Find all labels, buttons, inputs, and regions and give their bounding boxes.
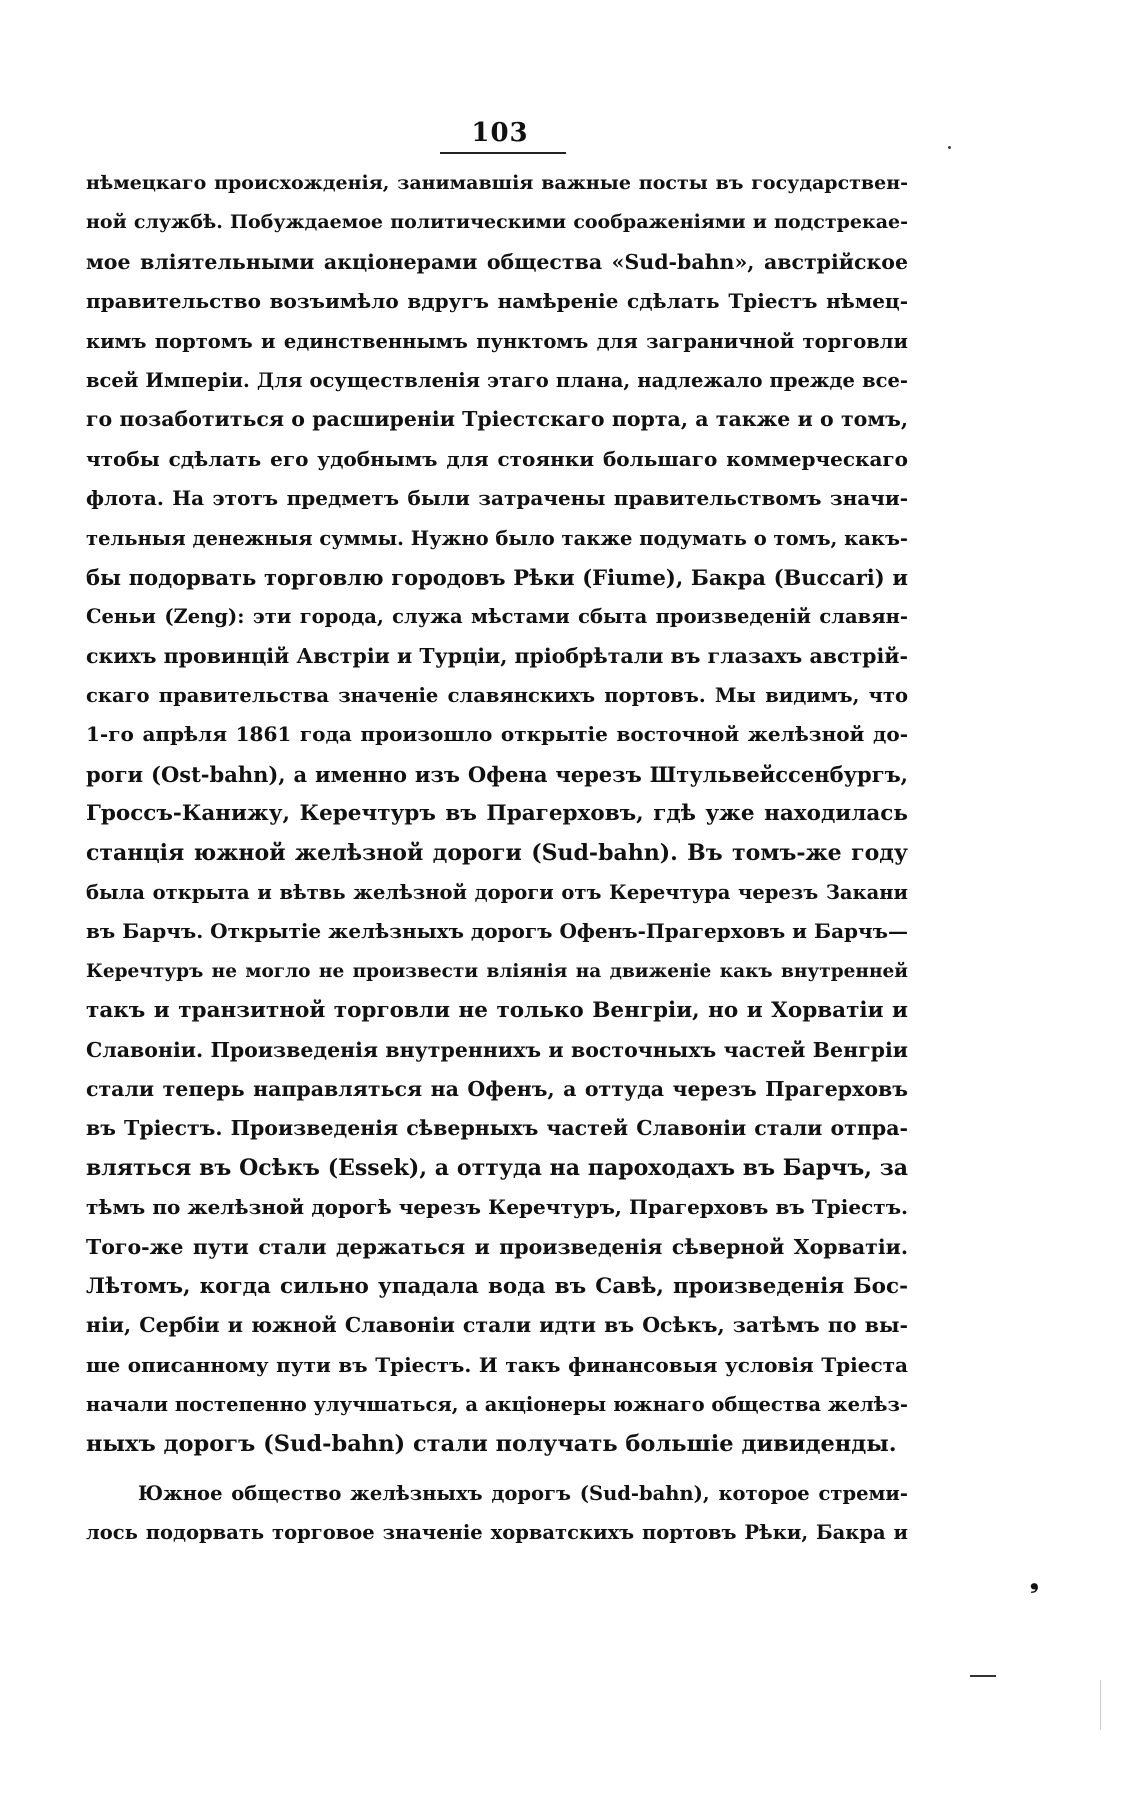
text-line: кимъ портомъ и единственнымъ пунктомъ для заграничной торговли — [86, 329, 908, 353]
text-line: всей Имперіи. Для осуществленія этаго плана, надлежало прежде все- — [86, 368, 908, 392]
text-line: тѣмъ по желѣзной дорогѣ черезъ Керечтуръ, Прагерховъ въ Тріестъ. — [86, 1195, 908, 1220]
text-line: вляться въ Осѣкъ (Essek), а оттуда на пароходахъ въ Барчъ, за — [86, 1154, 908, 1181]
text-line: Гроссъ-Канижу, Керечтуръ въ Прагерховъ, гдѣ уже находилась — [86, 801, 908, 827]
text-line: начали постепенно улучшаться, а акціонеры южнаго общества желѣз- — [86, 1393, 908, 1417]
text-line: нѣмецкаго происхожденія, занимавшія важные посты въ государствен- — [86, 172, 908, 194]
text-line: въ Тріестъ. Произведенія сѣверныхъ частей Славоніи стали отпра- — [86, 1116, 908, 1141]
text-line: 1-го апрѣля 1861 года произошло открытіе восточной желѣзной до- — [86, 722, 908, 747]
text-line: скихъ провинцій Австріи и Турціи, пріобрѣтали въ глазахъ австрій- — [86, 643, 908, 668]
body-text — [86, 164, 908, 1553]
text-line: скаго правительства значеніе славянскихъ портовъ. Мы видимъ, что — [86, 684, 908, 708]
text-line: Сеньи (Zeng): эти города, служа мѣстами сбыта произведеній славян- — [86, 605, 908, 629]
page-edge-line — [1100, 1680, 1101, 1730]
text-line: Славоніи. Произведенія внутреннихъ и восточныхъ частей Венгріи — [86, 1037, 908, 1062]
text-line: правительство возъимѣло вдругъ намѣреніе сдѣлать Тріестъ нѣмец- — [86, 289, 908, 314]
text-line: бы подорвать торговлю городовъ Рѣки (Fiume), Бакра (Buccari) и — [86, 564, 908, 590]
margin-dot — [948, 146, 951, 149]
text-line: Того-же пути стали держаться и произведенія сѣверной Хорватіи. — [86, 1234, 908, 1259]
text-line: мое вліятельными акціонерами общества «Sud-bahn», австрійское — [86, 249, 908, 274]
margin-mark: ❟ — [1030, 1568, 1039, 1594]
text-line: ной службѣ. Побуждаемое политическими соображеніями и подстрекае- — [86, 211, 908, 234]
text-line: флота. На этотъ предметъ были затрачены правительствомъ значи- — [86, 486, 908, 511]
text-line: была открыта и вѣтвь желѣзной дороги отъ Керечтура черезъ Закани — [86, 881, 908, 905]
text-line: лось подорвать торговое значеніе хорватскихъ портовъ Рѣки, Бакра и — [86, 1521, 908, 1545]
text-line: роги (Ost-bahn), а именно изъ Офена черезъ Штульвейссенбургъ, — [86, 761, 908, 787]
text-line: въ Барчъ. Открытіе желѣзныхъ дорогъ Офенъ-Прагерховъ и Барчъ— — [86, 919, 908, 944]
text-line: Лѣтомъ, когда сильно упадала вода въ Савѣ, произведенія Бос- — [86, 1273, 908, 1299]
page-number-rule — [440, 152, 566, 154]
paragraph-last-line: ныхъ дорогъ (Sud-bahn) стали получать большіе дивиденды. — [86, 1430, 897, 1457]
text-line: стали теперь направляться на Офенъ, а оттуда черезъ Прагерховъ — [86, 1076, 908, 1101]
text-line: го позаботиться о расширеніи Тріестскаго порта, а также и о томъ, — [86, 407, 908, 432]
text-line: такъ и транзитной торговли не только Венгріи, но и Хорватіи и — [86, 998, 908, 1024]
text-line: чтобы сдѣлать его удобнымъ для стоянки большаго коммерческаго — [86, 446, 908, 471]
text-line: ше описанному пути въ Тріестъ. И такъ финансовыя условія Тріеста — [86, 1352, 908, 1377]
paragraph-first-line: Южное общество желѣзныхъ дорогъ (Sud-bahn), которое стреми- — [138, 1481, 908, 1505]
margin-dash — [970, 1675, 996, 1677]
text-line: Керечтуръ не могло не произвести вліянія на движеніе какъ внутренней — [86, 960, 908, 982]
text-line: станція южной желѣзной дороги (Sud-bahn). Въ томъ-же году — [86, 839, 908, 866]
text-line: ніи, Сербіи и южной Славоніи стали идти въ Осѣкъ, затѣмъ по вы- — [86, 1313, 908, 1338]
page-number: 103 — [471, 118, 529, 148]
text-line: тельныя денежныя суммы. Нужно было также подумать о томъ, какъ- — [86, 526, 908, 550]
